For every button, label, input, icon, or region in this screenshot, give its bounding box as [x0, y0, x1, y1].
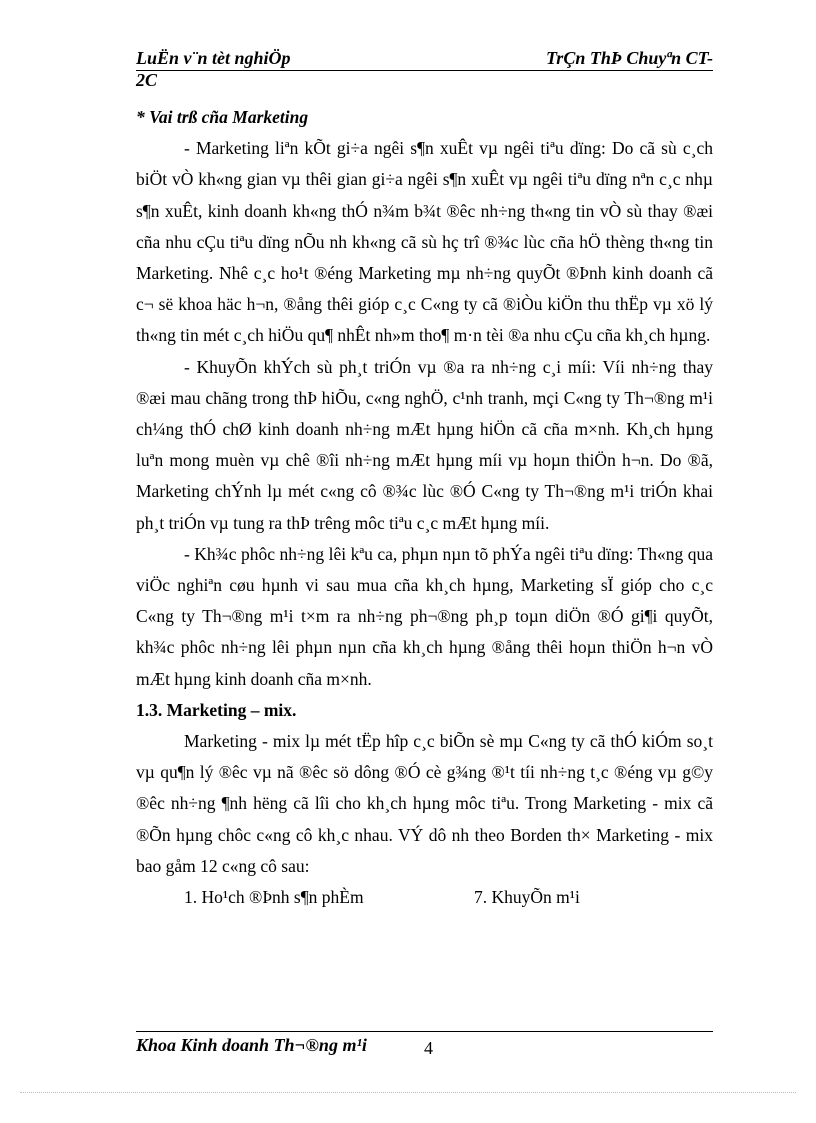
paragraph-encourage-development: - KhuyÕn khÝch sù ph¸t triÓn vµ ®a ra nh÷ng c¸i míi: Víi nh÷ng thay ®æi mau chãng trong thÞ hiÕu, c«ng nghÖ, c¹nh tranh, mçi C«ng ty Th¬®ng m¹i ch¼ng thÓ chØ kinh doanh nh÷ng mÆt hµng hiÖn cã cña m×nh. Kh¸ch hµng luªn mong muèn vµ chê ®îi nh÷ng mÆt hµng míi vµ hoµn thiÖn h¬n. Do ®ã, Marketing chÝnh lµ mét c«ng cô ®¾c lùc ®Ó C«ng ty Th¬®ng m¹i triÓn khai ph¸t triÓn vµ tung ra thÞ trêng môc tiªu c¸c mÆt hµng míi. — [136, 356, 713, 533]
subsection-heading: 1.3. Marketing – mix. — [136, 699, 297, 720]
tool-list-item: 1. Ho¹ch ®Þnh s¶n phÈm — [184, 887, 364, 908]
paragraph-marketing-mix: Marketing - mix lµ mét tËp hîp c¸c biÕn sè mµ C«ng ty cã thÓ kiÓm so¸t vµ qu¶n lý ®êc vµ nã ®êc sö dông ®Ó cè g¾ng ®¹t tíi nh÷ng t¸c ®éng vµ g©y ®êc nh÷ng ¶nh hëng cã lîi cho kh¸ch hµng môc tiªu. Trong Marketing - mix cã ®Õn hµng chôc c«ng cô kh¸c nhau. VÝ dô nh theo Borden th× Marketing - mix bao gåm 12 c«ng cô sau: — [136, 731, 713, 876]
paragraph-link-producer-consumer: - Marketing liªn kÕt gi÷a ngêi s¶n xuÊt vµ ngêi tiªu dïng: Do cã sù c¸ch biÖt vÒ kh«ng gian vµ thêi gian gi÷a ngêi s¶n xuÊt vµ ngêi tiªu dïng nªn c¸c nhµ s¶n xuÊt, kinh doanh kh«ng thÓ n¾m b¾t ®êc nh÷ng th«ng tin vÒ sù thay ®æi cña nhu cÇu tiªu dïng nÕu nh kh«ng cã sù hç trî ®¾c lùc cña hÖ thèng th«ng tin Marketing. Nhê c¸c ho¹t ®éng Marketing mµ nh÷ng quyÕt ®Þnh kinh doanh cã c¬ së khoa häc h¬n, ®ång thêi gióp c¸c C«ng ty cã ®iÒu kiÖn thu thËp vµ xö lý th«ng tin mét c¸ch hiÖu qu¶ nhÊt nh»m tho¶ m·n tèi ®a nhu cÇu cña kh¸ch hµng. — [136, 138, 713, 346]
header-left-title: LuËn v¨n tèt nghiÖp — [136, 48, 291, 68]
page-boundary — [20, 1092, 796, 1093]
paragraph-overcome-complaints: - Kh¾c phôc nh÷ng lêi kªu ca, phµn nµn tõ phÝa ngêi tiªu dïng: Th«ng qua viÖc nghiªn cøu hµnh vi sau mua cña kh¸ch hµng, Marketing sÏ gióp cho c¸c C«ng ty Th¬®ng m¹i t×m ra nh÷ng ph¬®ng ph¸p toµn diÖn ®Ó gi¶i quyÕt, kh¾c phôc nh÷ng lêi phµn nµn cña kh¸ch hµng ®ång thêi hoµn thiÖn h¬n vÒ mÆt hµng kinh doanh cña m×nh. — [136, 543, 713, 689]
footer-rule — [136, 1031, 713, 1032]
document-body — [136, 102, 713, 913]
header-right-title: TrÇn ThÞ Chuyªn CT- — [545, 48, 713, 68]
section-heading: * Vai trß cña Marketing — [136, 107, 309, 127]
header-rule — [136, 70, 713, 71]
tool-list-row — [136, 882, 713, 913]
header-continuation: 2C — [136, 70, 158, 90]
tool-list-item: 7. KhuyÕn m¹i — [474, 887, 580, 908]
footer-faculty: Khoa Kinh doanh Th¬®ng m¹i — [136, 1035, 367, 1055]
page-number: 4 — [424, 1038, 433, 1058]
